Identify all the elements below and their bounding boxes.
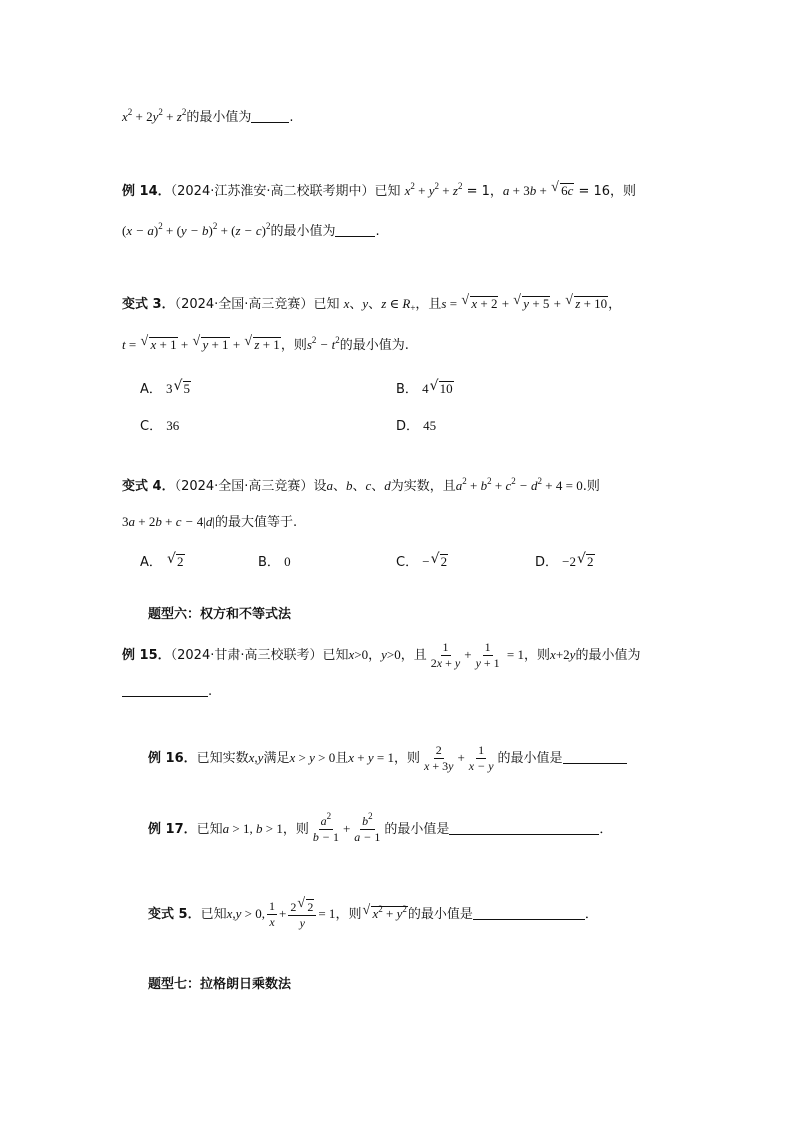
math-expression: a + 3b + √ 6c xyxy=(503,183,574,198)
example-label: 例 15． xyxy=(122,648,171,663)
math-expression: s = √ x + 2 + √ y + 5 + √ z + 10 xyxy=(441,296,608,311)
example-14-line2: $(x - a)^2 + (y - b)^2 + (z - c)^2$的最小值为 . xyxy=(122,221,380,239)
example-16: 例 16．已知实数x,y满足x > y > 0且x + y = 1，则 $\frac{2}{x + 3y}$ + $\frac{1}{x - y}$ 的最小值是 xyxy=(148,741,627,776)
variant-label: 变式 4． xyxy=(122,479,175,494)
fraction: $\frac{1}{x}$ xyxy=(269,899,275,929)
variant-5: 变式 5．已知x,y > 0, $\frac{1}{x}$ + $\frac{2√ 2}{y}$ = 1，则√ $x^2 + y^2$的最小值是 ． xyxy=(148,897,598,932)
answer-blank xyxy=(335,224,375,237)
example-label: 例 17． xyxy=(148,822,197,837)
fraction: $\frac{2}{x + 3y}$ xyxy=(424,743,454,773)
section-heading: 题型六：权方和不等式法 xyxy=(148,607,292,622)
source: （2024·江苏淮安·高二校联考期中） xyxy=(170,184,375,199)
math-expression: t = √ x + 1 + √ y + 1 + √ z + 1 xyxy=(122,337,281,352)
math-expression: $a^2 + b^2 + c^2 - d^2 + 4 = 0$ xyxy=(455,476,583,493)
option-a[interactable]: A． 3√ 5 xyxy=(140,378,191,397)
section-heading: 题型七：拉格朗日乘数法 xyxy=(148,977,292,992)
option-b[interactable]: B． 0 xyxy=(258,554,291,570)
fraction: $\frac{2√ 2}{y}$ xyxy=(288,899,316,931)
answer-blank xyxy=(473,907,585,920)
source: （2024·甘肃·高三校联考） xyxy=(170,648,323,663)
option-c[interactable]: C． 36 xyxy=(140,418,180,434)
source: （2024·全国·高三竞赛） xyxy=(174,479,314,494)
option-a[interactable]: A． √ 2 xyxy=(140,551,185,570)
option-d[interactable]: D． 45 xyxy=(396,418,437,434)
variant-3: 变式 3．（2024·全国·高三竞赛）已知 x、y、z ∈ $R_+$，且s = √ x + 2 + √ y + 5 + √ z + 10， xyxy=(122,295,621,314)
variant-4-line2: 3a + 2b + c − 4|d|的最大值等于. xyxy=(122,514,298,530)
option-c[interactable]: C． −√ 2 xyxy=(396,551,448,570)
answer-blank xyxy=(449,822,599,835)
math-expression: 3a + 2b + c − 4|d| xyxy=(122,514,215,529)
answer-blank xyxy=(122,684,208,697)
math-expression: $x^2 + 2y^2 + z^2$ xyxy=(122,107,187,124)
example-17: 例 17．已知a > 1, b > 1，则 $\frac{a^2}{b - 1}$ + $\frac{b^2}{a - 1}$ 的最小值是 ． xyxy=(148,811,613,844)
fraction: $\frac{1}{2x + y}$ xyxy=(430,640,461,670)
option-b[interactable]: B． 4√ 10 xyxy=(396,378,454,397)
option-d[interactable]: D． −2√ 2 xyxy=(535,551,595,570)
fraction: $\frac{b^2}{a - 1}$ xyxy=(354,811,381,844)
fraction: $\frac{a^2}{b - 1}$ xyxy=(312,811,339,844)
example-14: 例 14．（2024·江苏淮安·高二校联考期中）已知 $x^2 + y^2 + z^2 = 1$，a + 3b + √ 6c = 16，则 xyxy=(122,182,636,201)
example-label: 例 16． xyxy=(148,751,197,766)
math-expression: $(x - a)^2 + (y - b)^2 + (z - c)^2$ xyxy=(122,221,271,238)
variant-3-line2: t = √ x + 1 + √ y + 1 + √ z + 1，则$s^2 - t^2$的最小值为. xyxy=(122,336,409,355)
variant-label: 变式 3． xyxy=(122,297,175,312)
variant-4: 变式 4．（2024·全国·高三竞赛）设a、b、c、d为实数，且$a^2 + b^2 + c^2 - d^2 + 4 = 0$.则 xyxy=(122,476,600,494)
source: （2024·全国·高三竞赛） xyxy=(174,297,314,312)
answer-blank xyxy=(563,751,627,764)
example-label: 例 14． xyxy=(122,184,171,199)
variant-label: 变式 5． xyxy=(148,907,201,922)
example-15: 例 15．（2024·甘肃·高三校联考）已知x>0，y>0，且 $\frac{1}{2x + y}$ + $\frac{1}{y + 1}$ = 1，则x+2y的最小值为 xyxy=(122,640,641,670)
math-expression: $x^2 + y^2 + z^2$ xyxy=(404,181,463,198)
fraction: $\frac{1}{x - y}$ xyxy=(468,743,494,773)
problem-13-tail: $x^2 + 2y^2 + z^2$的最小值为 . xyxy=(122,107,294,125)
example-15-blank: . xyxy=(122,683,212,701)
fraction: $\frac{1}{y + 1}$ xyxy=(475,640,500,670)
answer-blank xyxy=(251,110,289,123)
